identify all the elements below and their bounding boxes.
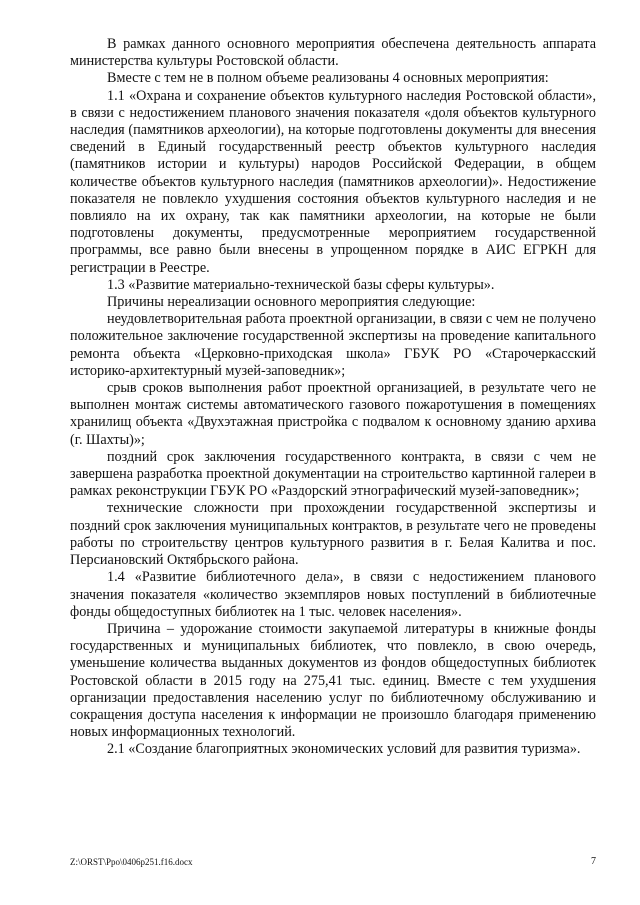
- file-path: Z:\ORST\Ppo\0406p251.f16.docx: [70, 857, 193, 867]
- paragraph-reason-project-organization: неудовлетворительная работа проектной организации, в связи с чем не получено положительное заключение государственной экспертизы на проведение капитального ремонта объекта «Церковно-приходская школа» ГБУК РО «Старочеркасский историко-архитектурный музей-заповедник»;: [70, 311, 596, 379]
- paragraph-reason-late-contract: поздний срок заключения государственного контракта, в связи с чем не завершена разработка проектной документации на строительство картинной галереи в рамках реконструкции ГБУК РО «Раздорский этнографический музей-заповедник»;: [70, 448, 596, 500]
- document-body: [70, 36, 596, 759]
- page-number: 7: [591, 856, 596, 867]
- paragraph-item-1-4: 1.4 «Развитие библиотечного дела», в связи с недостижением планового значения показателя «количество экземпляров новых поступлений в библиотечные фонды общедоступных библиотек на 1 тыс. человек населения».: [70, 569, 596, 620]
- paragraph-ministry-apparatus: В рамках данного основного мероприятия обеспечена деятельность аппарата министерства культуры Ростовской области.: [70, 36, 596, 70]
- paragraph-library-reason: Причина – удорожание стоимости закупаемой литературы в книжные фонды государственных и муниципальных библиотек, что повлекло, в свою очередь, уменьшение количества выданных документов из фондов общедоступных библиотек Ростовской области в 2015 году на 275,41 тыс. единиц. Вместе с тем ухудшения организации предоставления населению услуг по библиотечному обслуживанию и сокращения доступа населения к информации не произошло благодаря применению новых информационных технологий.: [70, 620, 596, 741]
- paragraph-reason-technical-difficulties: технические сложности при прохождении государственной экспертизы и поздний срок заключения муниципальных контрактов, в результате чего не проведены работы по строительству центров культурного развития в г. Белая Калитва и пос. Персиановский Октябрьского района.: [70, 500, 596, 569]
- paragraph-reasons-heading: Причины нереализации основного мероприятия следующие:: [107, 294, 476, 311]
- paragraph-not-fully-implemented: Вместе с тем не в полном объеме реализованы 4 основных мероприятия:: [107, 70, 549, 87]
- paragraph-reason-deadline-failure: срыв сроков выполнения работ проектной организацией, в результате чего не выполнен монтаж системы автоматического газового пожаротушения в помещениях хранилищ объекта «Двухэтажная пристройка с подвалом к основному зданию архива (г. Шахты)»;: [70, 380, 596, 448]
- paragraph-item-1-1: 1.1 «Охрана и сохранение объектов культурного наследия Ростовской области», в связи с недостижением планового значения показателя «доля объектов культурного наследия (памятников археологии), на которые подготовлены документы для внесения сведений в Единый государственный реестр объектов культурного наследия (памятников истории и культуры) народов Российской Федерации, в общем количестве объектов культурного наследия (памятников археологии)». Недостижение показателя не повлекло ухудшения состояния объектов культурного наследия и не повлияло на их охрану, так как памятники археологии, на которые не были подготовлены документы, предусмотренные мероприятием государственной программы, все равно были внесены в упрощенном порядке в АИС ЕГРКН для регистрации в Реестре.: [70, 87, 596, 276]
- page-footer: [70, 855, 596, 869]
- paragraph-item-2-1: 2.1 «Создание благоприятных экономических условий для развития туризма».: [107, 741, 581, 758]
- paragraph-item-1-3: 1.3 «Развитие материально-технической базы сферы культуры».: [107, 276, 495, 293]
